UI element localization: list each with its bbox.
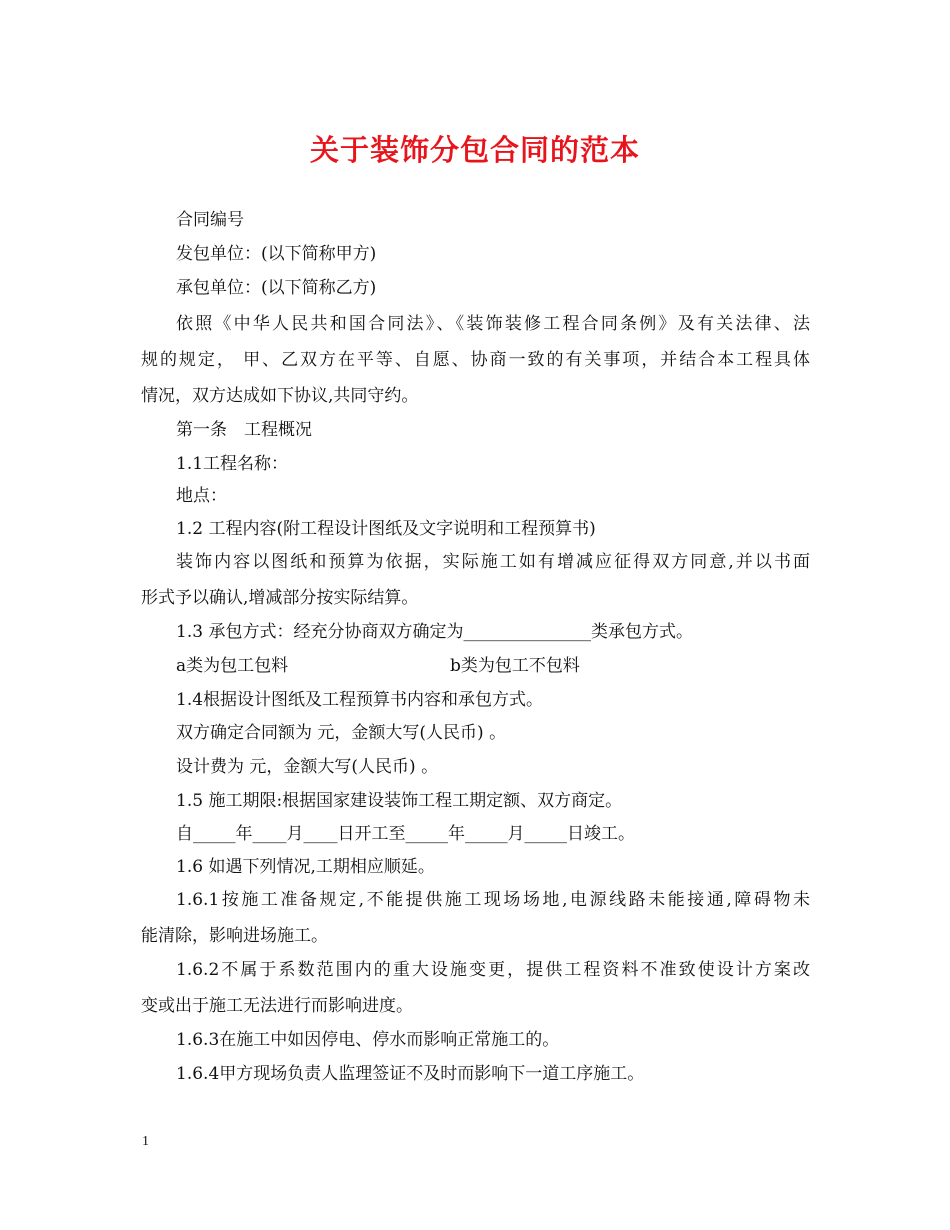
clause-1-6-1-line-2: 能清除，影响进场施工。 [141,926,328,946]
clause-1-4: 1.4根据设计图纸及工程预算书内容和承包方式。 [176,690,544,710]
contract-number-line: 合同编号 [176,210,244,230]
clause-1-6-3: 1.6.3在施工中如因停电、停水而影响正常施工的。 [176,1030,560,1050]
document-title: 关于装饰分包合同的范本 [309,133,640,167]
party-a-line: 发包单位：(以下简称甲方) [176,244,377,264]
preamble-line-2: 规的规定， 甲、乙双方在平等、自愿、协商一致的有关事项，并结合本工程具体 [141,350,810,370]
contract-amount-line: 双方确定合同额为 元，金额大写(人民币) 。 [176,723,507,743]
article-1-heading: 第一条 工程概况 [176,420,312,440]
design-fee-line: 设计费为 元，金额大写(人民币) 。 [176,757,439,777]
clause-1-6-2-line-1: 1.6.2不属于系数范围内的重大设施变更，提供工程资料不准致使设计方案改 [176,960,810,980]
clause-1-2: 1.2 工程内容(附工程设计图纸及文字说明和工程预算书) [176,519,596,539]
option-b: b类为包工不包料 [450,656,580,676]
preamble-line-1: 依照《中华人民共和国合同法》、《装饰装修工程合同条例》及有关法律、法 [176,314,810,334]
clause-1-6-1-line-1: 1.6.1按施工准备规定,不能提供施工现场场地,电源线路未能接通,障碍物未 [176,890,810,910]
option-a: a类为包工包料 [176,656,289,676]
clause-1-6: 1.6 如遇下列情况,工期相应顺延。 [176,857,435,877]
clause-1-6-2-line-2: 变或出于施工无法进行而影响进度。 [141,996,413,1016]
party-b-line: 承包单位：(以下简称乙方) [176,278,377,298]
location-line: 地点： [176,486,227,506]
preamble-line-3: 情况，双方达成如下协议,共同守约。 [141,386,419,406]
clause-1-5: 1.5 施工期限:根据国家建设装饰工程工期定额、双方商定。 [176,791,623,811]
page-number: 1 [142,1134,149,1149]
decoration-content-line-2: 形式予以确认,增减部分按实际结算。 [141,588,419,608]
decoration-content-line-1: 装饰内容以图纸和预算为依据，实际施工如有增减应征得双方同意,并以书面 [176,552,810,572]
clause-1-3: 1.3 承包方式：经充分协商双方确定为_______________类承包方式。 [176,622,693,642]
clause-1-6-4: 1.6.4甲方现场负责人监理签证不及时而影响下一道工序施工。 [176,1064,645,1084]
clause-1-1: 1.1工程名称： [176,454,289,474]
schedule-dates-line: 自_____年____月____日开工至_____年_____月_____日竣工。 [176,824,635,844]
